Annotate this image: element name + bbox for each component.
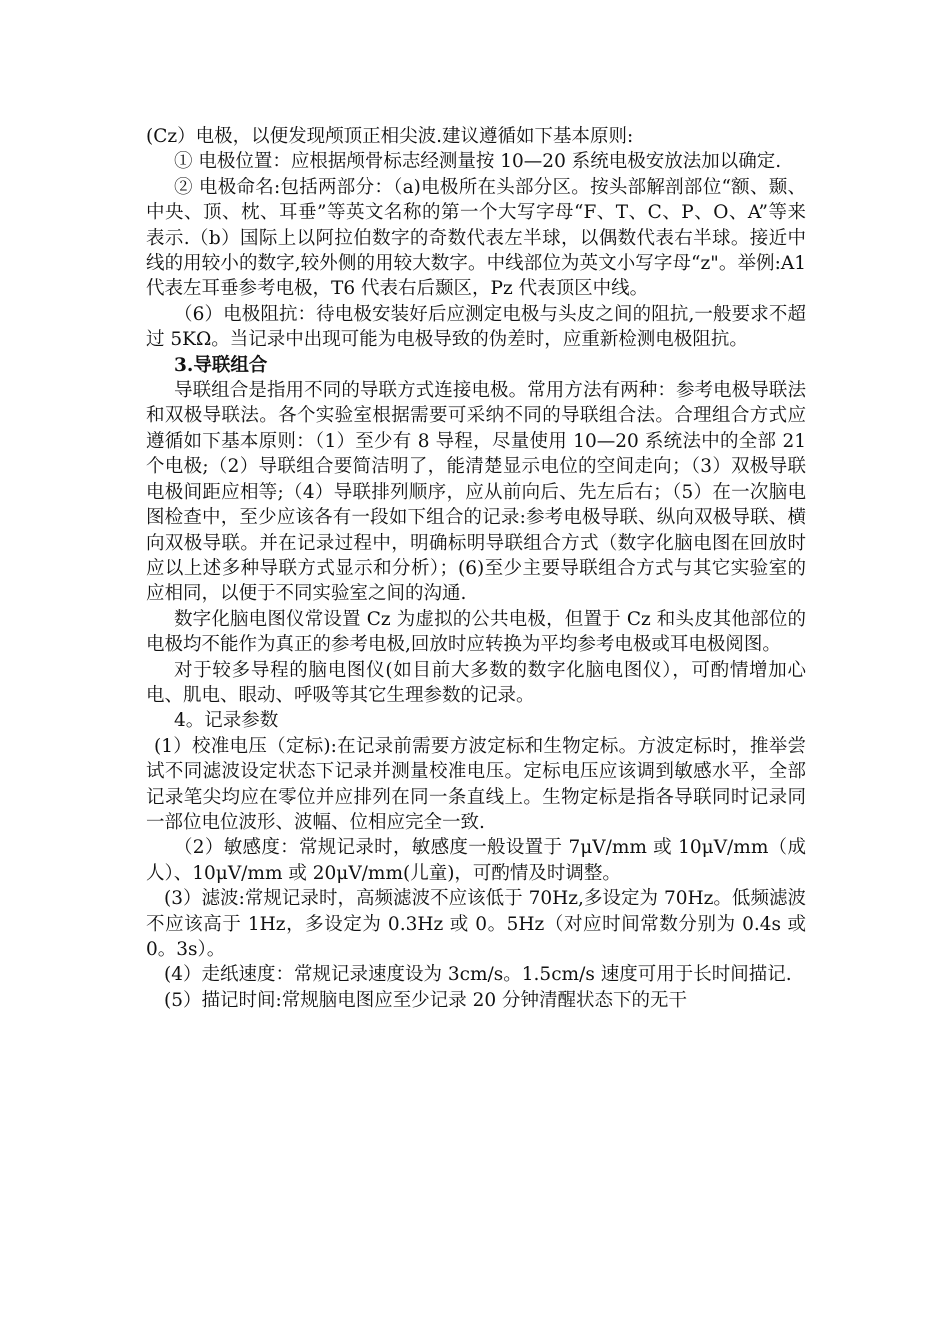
document-body	[146, 124, 806, 1013]
paragraph-electrode-position: ① 电极位置：应根据颅骨标志经测量按 10—20 系统电极安放法加以确定.	[174, 151, 782, 173]
paragraph-paper-speed: (4）走纸速度：常规记录速度设为 3cm/s。1.5cm/s 速度可用于长时间描记.	[164, 964, 792, 986]
section-heading-recording-params: 4。记录参数	[174, 710, 279, 732]
paragraph-physiological-params: 对于较多导程的脑电图仪(如目前大多数的数字化脑电图仪），可酌情增加心电、肌电、眼动、呼吸等其它生理参数的记录。	[146, 659, 806, 706]
paragraph-electrode-naming: ② 电极命名:包括两部分：（a)电极所在头部分区。按头部解剖部位“额、颞、中央、顶、枕、耳垂”等英文名称的第一个大写字母“F、T、C、P、O、A”等来表示.（b）国际上以阿拉伯数字的奇数代表左半球，以偶数代表右半球。接近中线的用较小的数字,较外侧的用较大数字。中线部位为英文小写字母“z"。举例:A1 代表左耳垂参考电极，T6 代表右后颞区，Pz 代表顶区中线。	[146, 176, 806, 300]
paragraph-recording-time: (5）描记时间:常规脑电图应至少记录 20 分钟清醒状态下的无干	[164, 989, 688, 1011]
section-heading-lead-combination: 3.导联组合	[174, 354, 268, 376]
paragraph-sensitivity: （2）敏感度：常规记录时，敏感度一般设置于 7μV/mm 或 10μV/mm（成人）、10μV/mm 或 20μV/mm(儿童)，可酌情及时调整。	[146, 837, 806, 884]
paragraph-filter: (3）滤波:常规记录时，高频滤波不应该低于 70Hz,多设定为 70Hz。低频滤波不应该高于 1Hz，多设定为 0.3Hz 或 0。5Hz（对应时间常数分别为 0.4s 或 0。3s）。	[146, 888, 806, 960]
paragraph-electrode-cz: (Cz）电极，以便发现颅顶正相尖波.建议遵循如下基本原则:	[146, 126, 634, 147]
paragraph-lead-combination: 导联组合是指用不同的导联方式连接电极。常用方法有两种：参考电极导联法和双极导联法。各个实验室根据需要可采纳不同的导联组合法。合理组合方式应遵循如下基本原则：（1）至少有 8 导程，尽量使用 10—20 系统法中的全部 21 个电极;（2）导联组合要简洁明了，能清楚显示电位的空间走向；（3）双极导联电极间距应相等;（4）导联排列顺序，应从前向后、先左后右；（5）在一次脑电图检查中，至少应该各有一段如下组合的记录:参考电极导联、纵向双极导联、横向双极导联。并在记录过程中，明确标明导联组合方式（数字化脑电图在回放时应以上述多种导联方式显示和分析）；(6)至少主要导联组合方式与其它实验室的应相同，以便于不同实验室之间的沟通.	[146, 380, 806, 605]
paragraph-calibration: (1）校准电压（定标):在记录前需要方波定标和生物定标。方波定标时，推举尝试不同滤波设定状态下记录并测量校准电压。定标电压应该调到敏感水平，全部记录笔尖均应在零位并应排列在同一条直线上。生物定标是指各导联同时记录同一部位电位波形、波幅、位相应完全一致.	[146, 735, 806, 833]
paragraph-electrode-impedance: （6）电极阻抗：待电极安装好后应测定电极与头皮之间的阻抗,一般要求不超过 5KΩ。当记录中出现可能为电极导致的伪差时，应重新检测电极阻抗。	[146, 303, 806, 351]
paragraph-virtual-electrode: 数字化脑电图仪常设置 Cz 为虚拟的公共电极，但置于 Cz 和头皮其他部位的电极均不能作为真正的参考电极,回放时应转换为平均参考电极或耳电极阅图。	[146, 608, 806, 656]
